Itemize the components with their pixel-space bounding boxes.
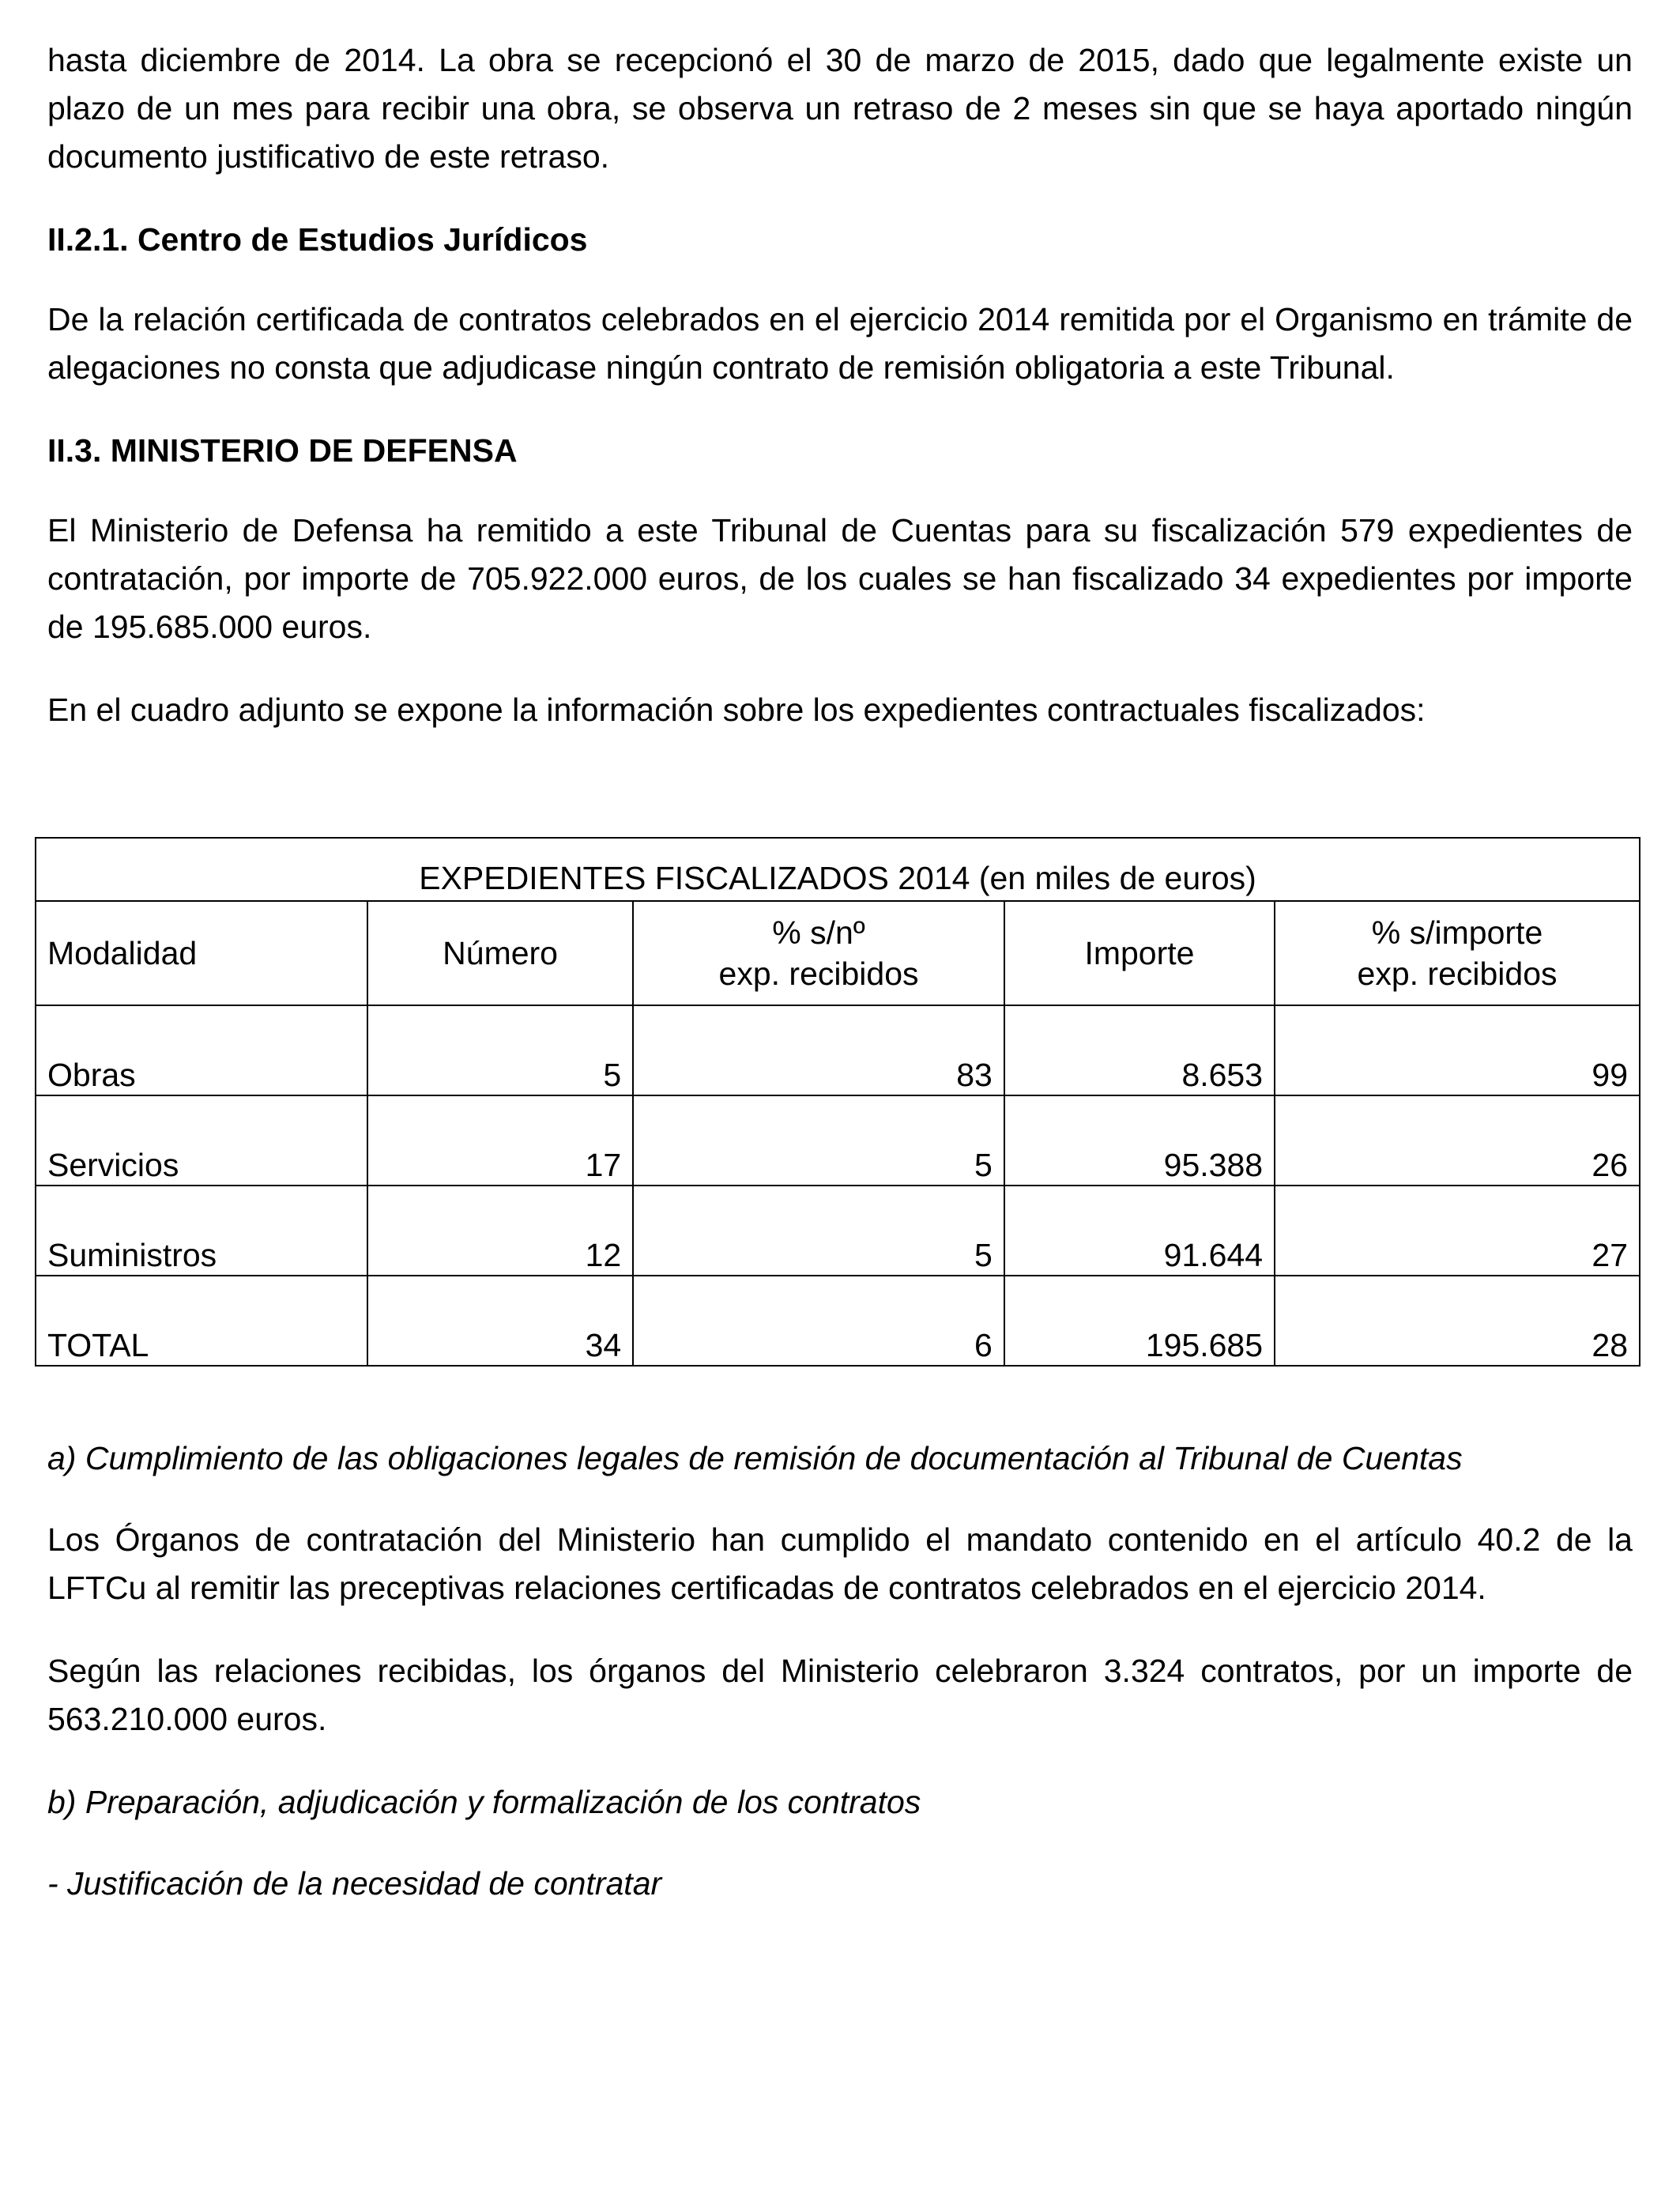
section-heading-centro-estudios: II.2.1. Centro de Estudios Jurídicos [47, 221, 588, 258]
cell-pct-importe: 27 [1275, 1186, 1640, 1276]
section-heading-ministerio-defensa: II.3. MINISTERIO DE DEFENSA [47, 432, 518, 469]
intro-paragraph: hasta diciembre de 2014. La obra se recepcionó el 30 de marzo de 2015, dado que legalmente existe un plazo de un mes para recibir una obra, se observa un retraso de 2 meses sin que se haya aportado ningún documento justificativo de este retraso. [47, 42, 1633, 175]
header-pct-numero [633, 901, 1004, 1005]
cell-importe: 91.644 [1004, 1186, 1275, 1276]
cell-modalidad: Obras [36, 1005, 367, 1095]
table-title-row [36, 838, 1640, 901]
cell-numero: 34 [367, 1276, 633, 1366]
table-total-row [36, 1276, 1640, 1366]
header-pct-importe-line1: % s/importe [1371, 914, 1543, 951]
centro-estudios-paragraph: De la relación certificada de contratos celebrados en el ejercicio 2014 remitida por el Organismo en trámite de alegaciones no consta que adjudicase ningún contrato de remisión obligatoria a este Tribunal. [47, 301, 1633, 386]
cell-numero: 12 [367, 1186, 633, 1276]
cell-importe: 195.685 [1004, 1276, 1275, 1366]
header-importe: Importe [1004, 901, 1275, 1005]
cell-pct-importe: 99 [1275, 1005, 1640, 1095]
subsection-heading-a: a) Cumplimiento de las obligaciones legales de remisión de documentación al Tribunal de Cuentas [47, 1440, 1463, 1476]
cell-modalidad: Servicios [36, 1095, 367, 1186]
header-pct-numero-line2: exp. recibidos [718, 956, 919, 992]
subsection-a-paragraph-1: Los Órganos de contratación del Ministerio han cumplido el mandato contenido en el artículo 40.2 de la LFTCu al remitir las preceptivas relaciones certificadas de contratos celebrados en el ejercicio 2014. [47, 1521, 1633, 1606]
header-numero: Número [367, 901, 633, 1005]
expedientes-table-wrapper [35, 837, 1640, 1367]
defensa-paragraph-2: En el cuadro adjunto se expone la información sobre los expedientes contractuales fiscalizados: [47, 692, 1426, 728]
cell-pct-numero: 5 [633, 1186, 1004, 1276]
defensa-paragraph-1: El Ministerio de Defensa ha remitido a este Tribunal de Cuentas para su fiscalización 579 expedientes de contratación, por importe de 705.922.000 euros, de los cuales se han fiscalizado 34 expedientes por importe de 195.685.000 euros. [47, 512, 1633, 645]
table-row [36, 1186, 1640, 1276]
document-page [47, 36, 1633, 1941]
cell-importe: 95.388 [1004, 1095, 1275, 1186]
header-pct-numero-line1: % s/nº [772, 914, 865, 951]
subsection-heading-b: b) Preparación, adjudicación y formalización de los contratos [47, 1784, 921, 1820]
cell-importe: 8.653 [1004, 1005, 1275, 1095]
cell-pct-numero: 5 [633, 1095, 1004, 1186]
cell-numero: 5 [367, 1005, 633, 1095]
cell-modalidad: TOTAL [36, 1276, 367, 1366]
cell-pct-numero: 6 [633, 1276, 1004, 1366]
subsection-a-paragraph-2: Según las relaciones recibidas, los órganos del Ministerio celebraron 3.324 contratos, por un importe de 563.210.000 euros. [47, 1653, 1633, 1737]
table-row [36, 1005, 1640, 1095]
header-modalidad: Modalidad [36, 901, 367, 1005]
table-header-row [36, 901, 1640, 1005]
header-pct-importe [1275, 901, 1640, 1005]
cell-pct-numero: 83 [633, 1005, 1004, 1095]
table-row [36, 1095, 1640, 1186]
cell-numero: 17 [367, 1095, 633, 1186]
cell-modalidad: Suministros [36, 1186, 367, 1276]
table-title: EXPEDIENTES FISCALIZADOS 2014 (en miles de euros) [36, 838, 1640, 901]
subsection-b-item: - Justificación de la necesidad de contratar [47, 1865, 662, 1902]
header-pct-importe-line2: exp. recibidos [1357, 956, 1558, 992]
cell-pct-importe: 26 [1275, 1095, 1640, 1186]
cell-pct-importe: 28 [1275, 1276, 1640, 1366]
expedientes-table [35, 837, 1640, 1367]
